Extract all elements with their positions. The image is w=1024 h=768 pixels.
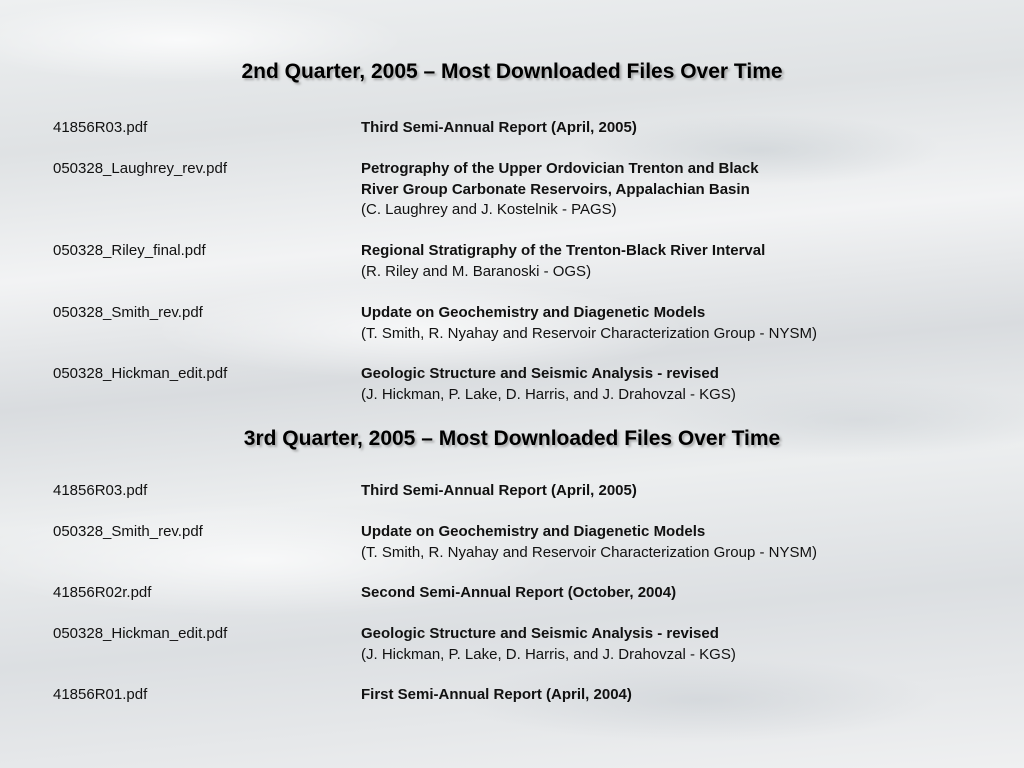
report-title: Regional Stratigraphy of the Trenton-Black River Interval — [361, 242, 766, 259]
file-name: 41856R03.pdf — [53, 482, 148, 499]
file-name: 050328_Hickman_edit.pdf — [53, 625, 228, 642]
section-title-q2: 2nd Quarter, 2005 – Most Downloaded Files Over Time — [241, 60, 783, 83]
file-name: 41856R01.pdf — [53, 686, 148, 703]
report-title: Geologic Structure and Seismic Analysis - revised — [361, 365, 719, 382]
file-name: 050328_Laughrey_rev.pdf — [53, 160, 228, 177]
file-description — [361, 481, 637, 502]
report-title: Update on Geochemistry and Diagenetic Models — [361, 523, 706, 540]
file-description — [361, 159, 759, 221]
file-name: 050328_Hickman_edit.pdf — [53, 365, 228, 382]
file-description — [361, 624, 736, 665]
report-authors: (J. Hickman, P. Lake, D. Harris, and J. Drahovzal - KGS) — [361, 645, 736, 663]
file-name: 050328_Riley_final.pdf — [53, 242, 206, 259]
report-title: Second Semi-Annual Report (October, 2004) — [361, 584, 677, 601]
file-name: 41856R03.pdf — [53, 119, 148, 136]
file-description — [361, 522, 817, 563]
report-title: Update on Geochemistry and Diagenetic Models — [361, 304, 706, 321]
file-description — [361, 583, 676, 604]
file-description — [361, 118, 637, 139]
report-authors: (R. Riley and M. Baranoski - OGS) — [361, 262, 592, 280]
report-title: Third Semi-Annual Report (April, 2005) — [361, 482, 637, 499]
report-title-continued: River Group Carbonate Reservoirs, Appalachian Basin — [361, 180, 750, 198]
report-authors: (C. Laughrey and J. Kostelnik - PAGS) — [361, 201, 617, 218]
file-description — [361, 303, 817, 344]
file-name: 050328_Smith_rev.pdf — [53, 304, 203, 321]
file-description — [361, 685, 632, 706]
report-authors: (J. Hickman, P. Lake, D. Harris, and J. Drahovzal - KGS) — [361, 385, 736, 403]
file-description — [361, 364, 736, 405]
report-authors: (T. Smith, R. Nyahay and Reservoir Characterization Group - NYSM) — [361, 543, 817, 561]
file-name: 41856R02r.pdf — [53, 584, 152, 601]
report-title: Petrography of the Upper Ordovician Trenton and Black — [361, 160, 759, 177]
file-description — [361, 241, 765, 282]
section-title-q3: 3rd Quarter, 2005 – Most Downloaded Files Over Time — [243, 427, 781, 450]
report-title: Third Semi-Annual Report (April, 2005) — [361, 119, 637, 136]
report-title: First Semi-Annual Report (April, 2004) — [361, 686, 632, 703]
report-authors: (T. Smith, R. Nyahay and Reservoir Characterization Group - NYSM) — [361, 324, 817, 342]
report-title: Geologic Structure and Seismic Analysis - revised — [361, 625, 719, 642]
file-name: 050328_Smith_rev.pdf — [53, 523, 203, 540]
